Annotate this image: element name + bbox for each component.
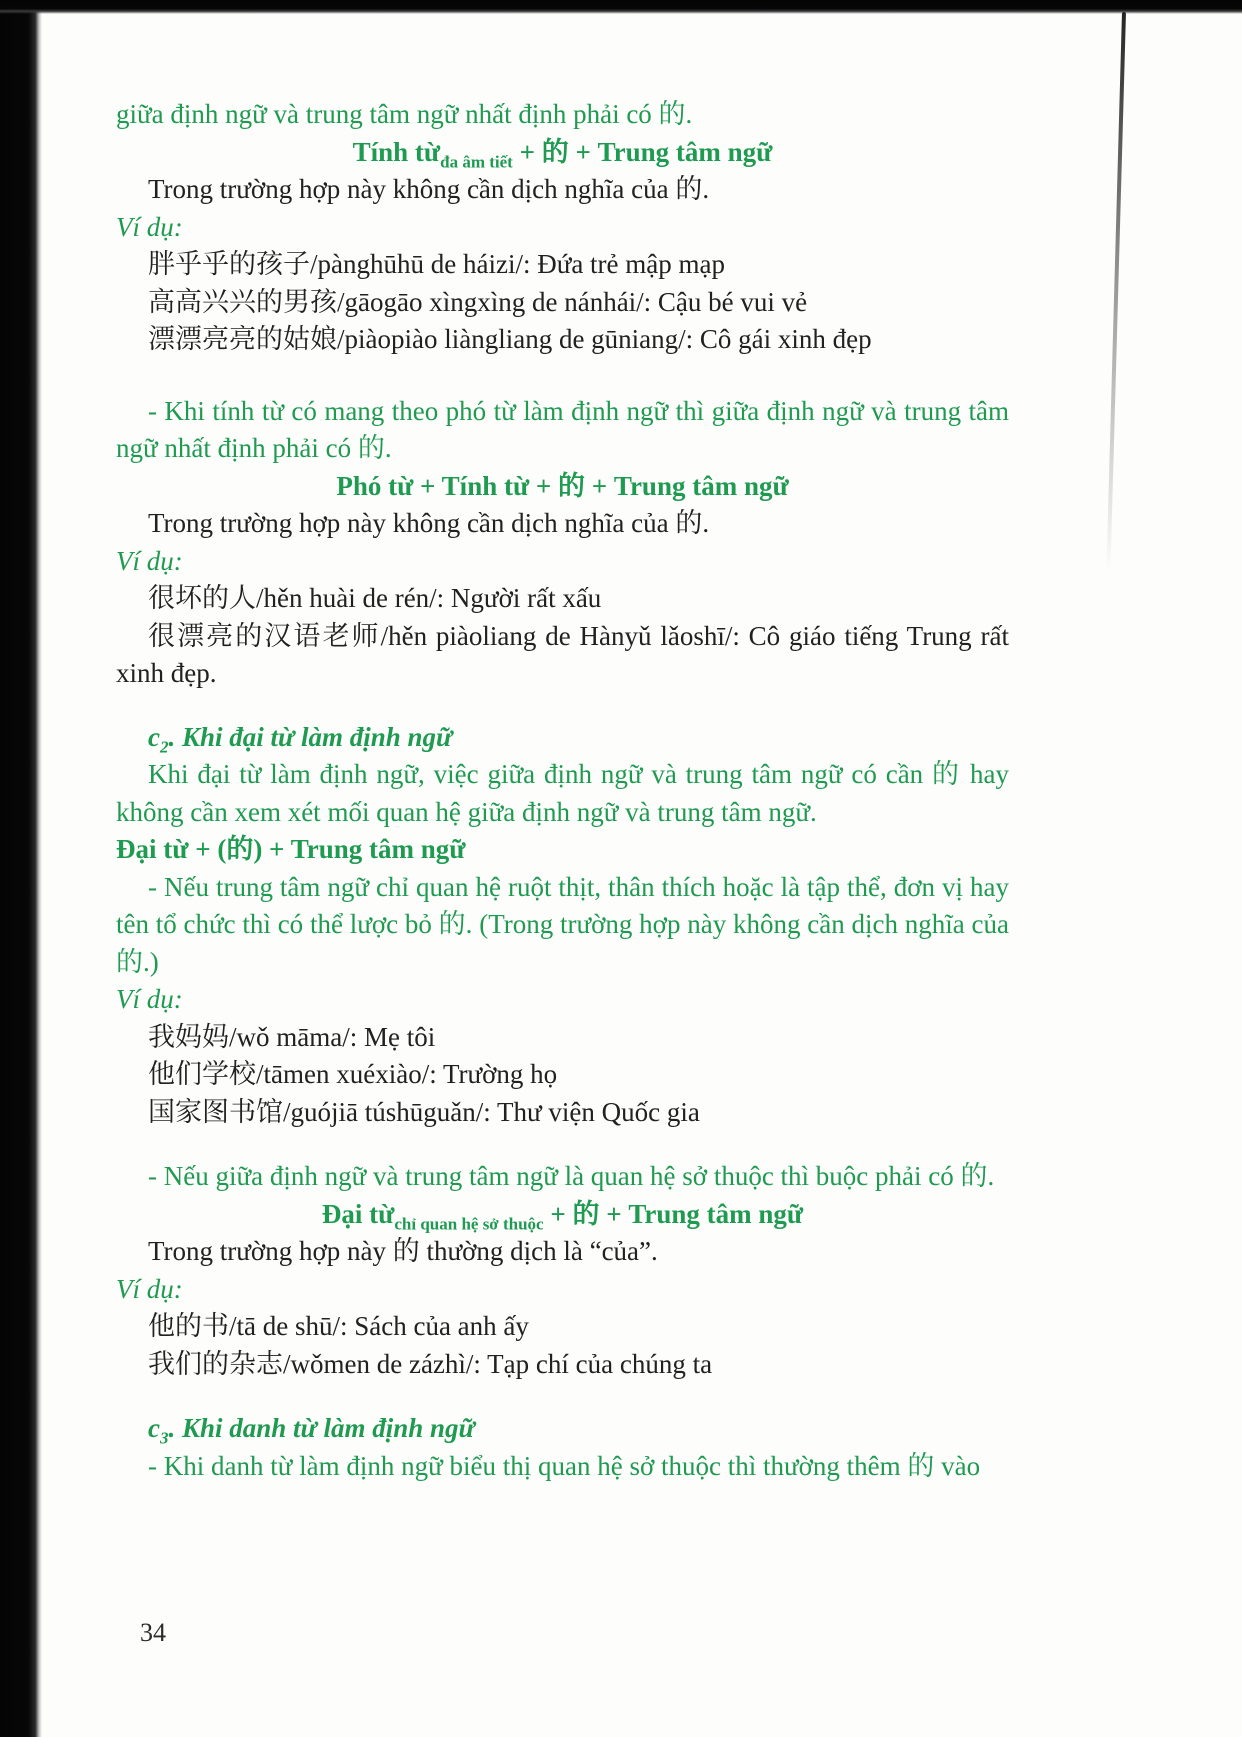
text-run: + 的 + Trung tâm ngữ	[512, 136, 773, 167]
text-run: . Khi danh từ làm định ngữ	[168, 1413, 475, 1443]
paragraph	[116, 171, 1009, 209]
example-label	[116, 209, 1009, 247]
text-run: 很漂亮的汉语老师/hěn piàoliang de Hànyǔ lǎoshī/: Cô giáo tiếng Trung rất xinh đẹp.	[116, 620, 1009, 688]
text-run: Đại từ + (的) + Trung tâm ngữ	[116, 834, 466, 864]
text-run: - Khi danh từ làm định ngữ biểu thị quan hệ sở thuộc thì thường thêm 的 vào	[148, 1450, 981, 1481]
text-run: Ví dụ:	[116, 984, 183, 1014]
paragraph-continuation	[116, 96, 1009, 134]
text-run: Khi đại từ làm định ngữ, việc giữa định ngữ và trung tâm ngữ có cần 的 hay không cần xem xét mối quan hệ giữa định ngữ và trung tâm ngữ.	[116, 759, 1009, 827]
section-heading	[116, 1410, 1009, 1448]
text-run: + 的 + Trung tâm ngữ	[543, 1198, 804, 1229]
text-run: 他们学校/tāmen xuéxiào/: Trường họ	[148, 1059, 558, 1089]
text-run: - Nếu trung tâm ngữ chỉ quan hệ ruột thịt, thân thích hoặc là tập thể, đơn vị hay tên tổ chức thì có thể lược bỏ 的. (Trong trường hợp này không cần dịch nghĩa của 的.)	[116, 871, 1009, 977]
formula	[116, 1196, 1009, 1234]
text-run: c	[148, 721, 160, 752]
text-run: Đại từ	[321, 1198, 395, 1229]
spacer	[116, 693, 1009, 719]
example-line	[116, 1019, 1009, 1057]
example-label	[116, 543, 1009, 581]
page-number: 34	[140, 1618, 166, 1647]
text-run: 国家图书馆/guójiā túshūguǎn/: Thư viện Quốc gia	[148, 1096, 700, 1127]
text-run: 我们的杂志/wǒmen de zázhì/: Tạp chí của chúng ta	[148, 1348, 713, 1379]
example-label	[116, 981, 1009, 1019]
example-line	[116, 618, 1009, 693]
spacer	[116, 359, 1009, 393]
scan-edge-left	[0, 0, 42, 1737]
text-run: 漂漂亮亮的姑娘/piàopiào liàngliang de gūniang/: Cô gái xinh đẹp	[148, 324, 872, 354]
paragraph	[116, 756, 1009, 831]
subscript: 3	[159, 1428, 169, 1448]
formula	[116, 468, 1009, 506]
paragraph	[116, 1233, 1009, 1271]
text-run: Trong trường hợp này không cần dịch nghĩa của 的.	[148, 174, 710, 204]
text-run: - Nếu giữa định ngữ và trung tâm ngữ là quan hệ sở thuộc thì buộc phải có 的.	[148, 1161, 995, 1191]
section-heading	[116, 719, 1009, 757]
text-run: 他的书/tā de shū/: Sách của anh ấy	[148, 1311, 529, 1341]
paragraph	[116, 1158, 1009, 1196]
text-run: . Khi đại từ làm định ngữ	[168, 721, 453, 752]
text-run: 胖乎乎的孩子/pànghūhū de háizi/: Đứa trẻ mập mạp	[148, 249, 726, 279]
page-content	[116, 96, 1009, 1485]
example-line	[116, 1346, 1009, 1384]
paragraph	[116, 505, 1009, 543]
example-line	[116, 1056, 1009, 1094]
text-run: Ví dụ:	[116, 1273, 183, 1304]
example-line	[116, 284, 1009, 322]
formula	[116, 134, 1009, 172]
text-run: giữa định ngữ và trung tâm ngữ nhất định phải có 的.	[116, 99, 693, 129]
text-run: Tính từ	[352, 136, 441, 167]
text-run: c	[148, 1413, 160, 1443]
paragraph	[116, 869, 1009, 982]
subscript: đa âm tiết	[440, 151, 513, 171]
spacer	[116, 1383, 1009, 1410]
subscript: 2	[159, 736, 169, 756]
scan-edge-right-line	[1106, 12, 1126, 572]
text-run: Phó từ + Tính từ + 的 + Trung tâm ngữ	[336, 470, 789, 501]
scan-edge-top	[0, 0, 1242, 14]
text-run: 很坏的人/hěn huài de rén/: Người rất xấu	[148, 583, 602, 613]
text-run: - Khi tính từ có mang theo phó từ làm định ngữ thì giữa định ngữ và trung tâm ngữ nhất định phải có 的.	[116, 395, 1009, 463]
text-run: Ví dụ:	[116, 211, 183, 242]
formula	[116, 831, 1009, 869]
example-line	[116, 1308, 1009, 1346]
paragraph	[116, 1448, 1009, 1486]
text-run: Ví dụ:	[116, 545, 183, 576]
example-line	[116, 580, 1009, 618]
text-run: 我妈妈/wǒ māma/: Mẹ tôi	[148, 1021, 436, 1052]
example-line	[116, 1094, 1009, 1132]
text-run: 高高兴兴的男孩/gāogāo xìngxìng de nánhái/: Cậu bé vui vẻ	[148, 286, 808, 317]
example-label	[116, 1271, 1009, 1309]
example-line	[116, 246, 1009, 284]
spacer	[116, 1131, 1009, 1158]
subscript: chỉ quan hệ sở thuộc	[394, 1213, 544, 1233]
text-run: Trong trường hợp này 的 thường dịch là “của”.	[148, 1236, 658, 1266]
text-run: Trong trường hợp này không cần dịch nghĩa của 的.	[148, 508, 710, 538]
example-line	[116, 321, 1009, 359]
paragraph	[116, 393, 1009, 468]
